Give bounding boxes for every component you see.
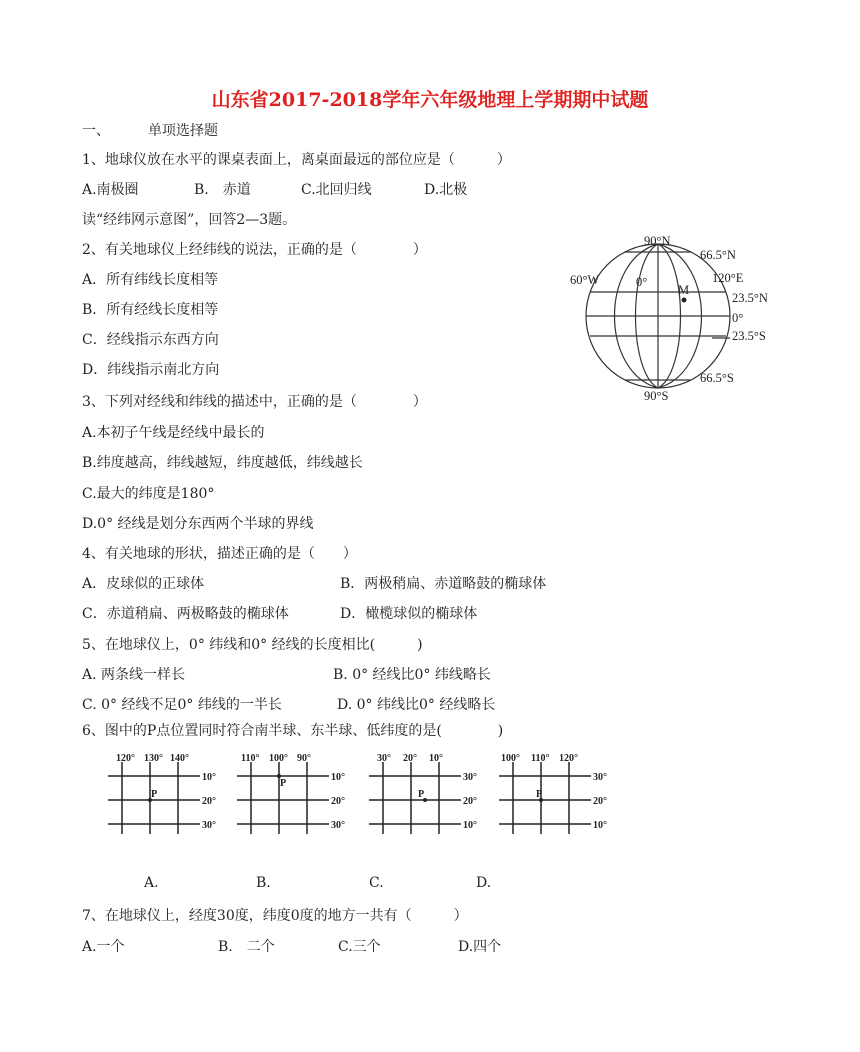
q7-stem: 7、在地球仪上，经度30度，纬度0度的地方一共有（ ） <box>82 908 468 924</box>
globe-label-north-pole: 90°N <box>644 234 671 248</box>
q6-option-d[interactable]: D. <box>476 875 492 891</box>
q6a-right-2: 30° <box>202 820 216 831</box>
q3-option-d[interactable]: D.0° 经线是划分东西两个半球的界线 <box>82 516 314 532</box>
q7-option-b[interactable]: B. 二个 <box>218 939 275 955</box>
q2-option-a[interactable]: A．所有纬线长度相等 <box>82 272 219 288</box>
q4-stem: 4、有关地球的形状，描述正确的是（ ） <box>82 546 357 562</box>
q7-option-a[interactable]: A.一个 <box>82 939 125 955</box>
q1-option-b[interactable]: B. 赤道 <box>194 182 251 198</box>
q1-stem: 1、地球仪放在水平的课桌表面上，离桌面最远的部位应是（ ） <box>82 152 511 168</box>
q6c-right-0: 30° <box>463 772 477 783</box>
q1-option-d[interactable]: D.北极 <box>424 182 468 198</box>
q5-option-b[interactable]: B. 0° 经线比0° 纬线略长 <box>333 667 491 683</box>
q6c-right-2: 10° <box>463 820 477 831</box>
q6-stem: 6、图中的P点位置同时符合南半球、东半球、低纬度的是( ) <box>82 723 504 739</box>
q6b-top-2: 90° <box>297 753 311 764</box>
globe-label-south-pole: 90°S <box>644 389 669 403</box>
section-name: 单项选择题 <box>148 123 218 139</box>
globe-label-antarctic-circle: 66.5°S <box>700 371 734 385</box>
q6a-top-1: 130° <box>144 753 163 764</box>
q2-option-d[interactable]: D．纬线指示南北方向 <box>82 362 220 378</box>
q6d-point-p: P <box>536 789 543 800</box>
globe-label-60w: 60°W <box>570 273 600 287</box>
q6b-point-p: P <box>280 778 287 789</box>
q3-option-a[interactable]: A.本初子午线是经线中最长的 <box>82 425 265 441</box>
q6-option-c[interactable]: C. <box>369 875 384 891</box>
q6-grid-b <box>233 752 363 842</box>
q4-option-c[interactable]: C．赤道稍扁、两极略鼓的椭球体 <box>82 606 289 622</box>
q6d-right-1: 20° <box>593 796 607 807</box>
q2-stem: 2、有关地球仪上经纬线的说法，正确的是（ ） <box>82 242 427 258</box>
q3-option-c[interactable]: C.最大的纬度是180° <box>82 486 215 502</box>
globe-label-tropic-capricorn: 23.5°S <box>732 329 766 343</box>
globe-label-tropic-cancer: 23.5°N <box>732 291 768 305</box>
q6d-right-0: 30° <box>593 772 607 783</box>
q6d-right-2: 10° <box>593 820 607 831</box>
q6c-top-1: 20° <box>403 753 417 764</box>
q6c-top-0: 30° <box>377 753 391 764</box>
q7-option-d[interactable]: D.四个 <box>458 939 502 955</box>
q6-grid-a <box>104 752 234 842</box>
q3-option-b[interactable]: B.纬度越高，纬线越短，纬度越低，纬线越长 <box>82 455 363 471</box>
q6a-top-2: 140° <box>170 753 189 764</box>
globe-label-arctic-circle: 66.5°N <box>700 248 736 262</box>
q6a-point-p: P <box>151 789 158 800</box>
q6-grid-d <box>495 752 625 842</box>
q4-option-d[interactable]: D．橄榄球似的椭球体 <box>340 606 478 622</box>
q5-option-d[interactable]: D. 0° 纬线比0° 经线略长 <box>337 697 496 713</box>
section-number: 一、 <box>82 123 110 139</box>
q1-option-a[interactable]: A.南极圈 <box>82 182 139 198</box>
page-title: 山东省2017-2018学年六年级地理上学期期中试题 <box>211 89 649 111</box>
q6c-right-1: 20° <box>463 796 477 807</box>
q6a-right-0: 10° <box>202 772 216 783</box>
q1-option-c[interactable]: C.北回归线 <box>301 182 372 198</box>
q6-option-a[interactable]: A. <box>144 875 159 891</box>
globe-label-prime-meridian: 0° <box>636 275 648 289</box>
q5-option-c[interactable]: C. 0° 经线不足0° 纬线的一半长 <box>82 697 282 713</box>
q6-grid-c <box>365 752 495 842</box>
q5-option-a[interactable]: A. 两条线一样长 <box>82 667 186 683</box>
globe-label-120e: 120°E <box>712 271 744 285</box>
q6d-top-1: 110° <box>531 753 550 764</box>
q6b-right-2: 30° <box>331 820 345 831</box>
q5-stem: 5、在地球仪上，0° 纬线和0° 经线的长度相比( ) <box>82 637 423 653</box>
q6c-top-2: 10° <box>429 753 443 764</box>
q3-stem: 3、下列对经线和纬线的描述中，正确的是（ ） <box>82 394 427 410</box>
q6-option-b[interactable]: B. <box>256 875 271 891</box>
q4-option-a[interactable]: A．皮球似的正球体 <box>82 576 205 592</box>
q4-option-b[interactable]: B．两极稍扁、赤道略鼓的椭球体 <box>340 576 547 592</box>
q6b-right-0: 10° <box>331 772 345 783</box>
globe-label-point-m: M <box>678 283 690 297</box>
graticule-globe-figure <box>560 230 790 410</box>
q6a-top-0: 120° <box>116 753 135 764</box>
q6a-right-1: 20° <box>202 796 216 807</box>
read-note: 读“经纬网示意图”，回答2—3题。 <box>82 212 297 228</box>
q6b-right-1: 20° <box>331 796 345 807</box>
q2-option-b[interactable]: B．所有经线长度相等 <box>82 302 219 318</box>
globe-label-equator: 0° <box>732 311 744 325</box>
q2-option-c[interactable]: C．经线指示东西方向 <box>82 332 219 348</box>
q6b-top-1: 100° <box>269 753 288 764</box>
q6d-top-2: 120° <box>559 753 578 764</box>
q6d-top-0: 100° <box>501 753 520 764</box>
q7-option-c[interactable]: C.三个 <box>338 939 381 955</box>
q6c-point-p: P <box>418 789 425 800</box>
q6b-top-0: 110° <box>241 753 260 764</box>
